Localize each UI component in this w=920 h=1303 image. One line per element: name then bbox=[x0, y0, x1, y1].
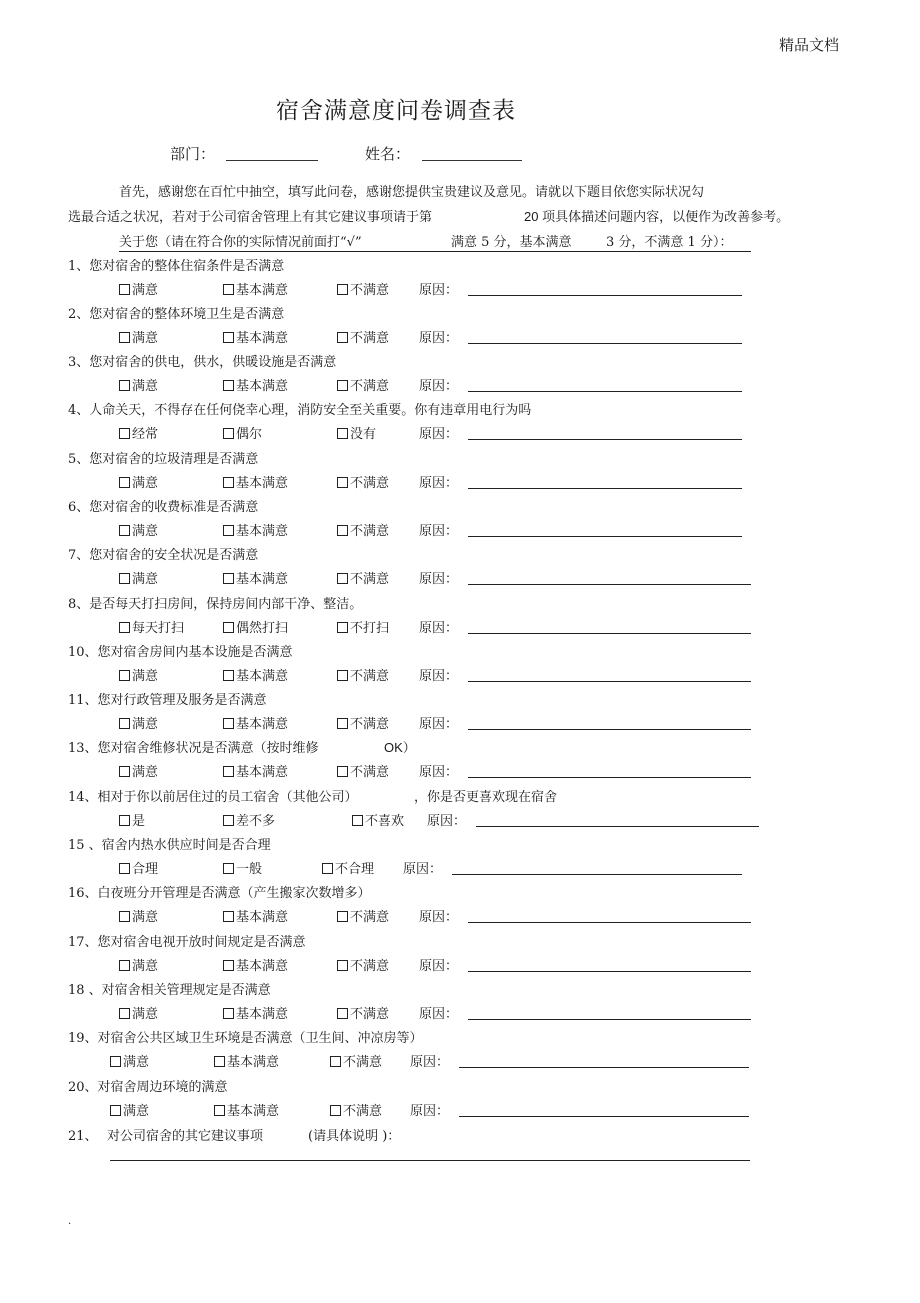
checkbox-icon[interactable] bbox=[119, 863, 130, 874]
answer-option[interactable] bbox=[223, 568, 288, 587]
intro-line-2a: 选最合适之状况，若对于公司宿舍管理上有其它建议事项请于第 bbox=[68, 210, 433, 225]
option-label: 满意 bbox=[132, 283, 159, 298]
answer-option[interactable] bbox=[337, 279, 389, 298]
option-label: 不满意 bbox=[350, 717, 390, 732]
question-21-number: 21、 bbox=[68, 1129, 98, 1144]
reason-label: 原因： bbox=[410, 1055, 450, 1070]
checkbox-icon[interactable] bbox=[337, 622, 348, 633]
option-label: 不满意 bbox=[350, 572, 390, 587]
option-label: 偶然打扫 bbox=[236, 621, 289, 636]
option-label: 不满意 bbox=[350, 910, 390, 925]
question-text: 4、人命关天，不得存在任何侥幸心理，消防安全至关重要。你有违章用电行为吗 bbox=[68, 403, 532, 418]
reason-label: 原因： bbox=[419, 910, 459, 925]
checkbox-icon[interactable] bbox=[119, 428, 130, 439]
option-label: 不满意 bbox=[350, 669, 390, 684]
reason-label: 原因： bbox=[427, 814, 467, 829]
question-21-note: (请具体说明 )： bbox=[308, 1129, 401, 1144]
question-text: 6、您对宿舍的收费标准是否满意 bbox=[68, 500, 259, 515]
question-text: 15 、宿舍内热水供应时间是否合理 bbox=[68, 838, 271, 853]
option-label: 满意 bbox=[132, 476, 159, 491]
checkbox-icon[interactable] bbox=[119, 815, 130, 826]
checkbox-icon[interactable] bbox=[337, 1008, 348, 1019]
option-label: 不满意 bbox=[350, 959, 390, 974]
answer-option[interactable] bbox=[119, 858, 158, 877]
option-label: 基本满意 bbox=[227, 1104, 280, 1119]
option-label: 满意 bbox=[132, 331, 159, 346]
reason-label: 原因： bbox=[419, 765, 459, 780]
answer-option[interactable] bbox=[223, 472, 288, 491]
reason-label: 原因： bbox=[419, 717, 459, 732]
checkbox-icon[interactable] bbox=[119, 670, 130, 681]
checkbox-icon[interactable] bbox=[119, 622, 130, 633]
reason-label: 原因： bbox=[419, 283, 459, 298]
checkbox-icon[interactable] bbox=[223, 718, 234, 729]
answer-option[interactable] bbox=[223, 906, 288, 925]
checkbox-icon[interactable] bbox=[322, 863, 333, 874]
answer-option[interactable] bbox=[110, 1100, 149, 1119]
reason-label: 原因： bbox=[419, 524, 459, 539]
answer-option[interactable] bbox=[119, 568, 158, 587]
checkbox-icon[interactable] bbox=[223, 622, 234, 633]
checkbox-icon[interactable] bbox=[119, 1008, 130, 1019]
reason-input-line[interactable] bbox=[459, 1067, 749, 1068]
checkbox-icon[interactable] bbox=[119, 284, 130, 295]
reason-input-line[interactable] bbox=[468, 584, 751, 585]
answer-option[interactable] bbox=[337, 1003, 389, 1022]
checkbox-icon[interactable] bbox=[337, 718, 348, 729]
reason-label: 原因： bbox=[419, 427, 459, 442]
checkbox-icon[interactable] bbox=[223, 284, 234, 295]
answer-option[interactable] bbox=[119, 1003, 158, 1022]
option-label: 基本满意 bbox=[236, 765, 289, 780]
checkbox-icon[interactable] bbox=[223, 1008, 234, 1019]
answer-option[interactable] bbox=[119, 327, 158, 346]
option-label: 基本满意 bbox=[236, 476, 289, 491]
answer-option[interactable] bbox=[119, 375, 158, 394]
question-text-continued: ，你是否更喜欢现在宿舍 bbox=[414, 790, 558, 805]
checkbox-icon[interactable] bbox=[223, 766, 234, 777]
option-label: 不满意 bbox=[350, 524, 390, 539]
answer-option[interactable] bbox=[223, 1003, 288, 1022]
checkbox-icon[interactable] bbox=[337, 960, 348, 971]
option-label: 满意 bbox=[132, 669, 159, 684]
reason-input-line[interactable] bbox=[468, 439, 742, 440]
answer-option[interactable] bbox=[337, 520, 389, 539]
name-blank[interactable] bbox=[422, 160, 522, 161]
answer-option[interactable] bbox=[223, 713, 288, 732]
option-label: 经常 bbox=[132, 427, 159, 442]
option-label: 基本满意 bbox=[236, 717, 289, 732]
reason-input-line[interactable] bbox=[452, 874, 742, 875]
checkbox-icon[interactable] bbox=[352, 815, 363, 826]
reason-input-line[interactable] bbox=[468, 343, 742, 344]
checkbox-icon[interactable] bbox=[337, 766, 348, 777]
checkbox-icon[interactable] bbox=[330, 1105, 341, 1116]
reason-label: 原因： bbox=[419, 1007, 459, 1022]
reason-input-line[interactable] bbox=[468, 488, 742, 489]
checkbox-icon[interactable] bbox=[119, 718, 130, 729]
option-label: 基本满意 bbox=[236, 379, 289, 394]
option-label: 合理 bbox=[132, 862, 159, 877]
question-text: 3、您对宿舍的供电，供水，供暖设施是否满意 bbox=[68, 355, 337, 370]
option-label: 基本满意 bbox=[236, 331, 289, 346]
reason-label: 原因： bbox=[419, 331, 459, 346]
option-label: 满意 bbox=[123, 1055, 150, 1070]
answer-option[interactable] bbox=[330, 1051, 382, 1070]
checkbox-icon[interactable] bbox=[119, 477, 130, 488]
option-label: 基本满意 bbox=[236, 283, 289, 298]
reason-input-line[interactable] bbox=[476, 826, 759, 827]
question-text: 18 、对宿舍相关管理规定是否满意 bbox=[68, 983, 271, 998]
reason-input-line[interactable] bbox=[468, 681, 751, 682]
intro-line-1: 首先，感谢您在百忙中抽空，填写此问卷，感谢您提供宝贵建议及意见。请就以下题目依您实际状况勾 bbox=[119, 185, 705, 200]
checkbox-icon[interactable] bbox=[337, 284, 348, 295]
answer-option[interactable] bbox=[337, 906, 389, 925]
option-label: 满意 bbox=[132, 717, 159, 732]
option-label: 基本满意 bbox=[236, 959, 289, 974]
question-text-continued: OK） bbox=[384, 740, 416, 755]
footer-dot: . bbox=[68, 1216, 72, 1227]
question-text: 16、白夜班分开管理是否满意（产生搬家次数增多） bbox=[68, 886, 371, 901]
answer-option[interactable] bbox=[223, 279, 288, 298]
checkbox-icon[interactable] bbox=[223, 815, 234, 826]
answer-option[interactable] bbox=[337, 617, 389, 636]
option-label: 差不多 bbox=[236, 814, 276, 829]
about-part1: 关于您（请在符合你的实际情况前面打“ bbox=[119, 235, 347, 250]
question-text: 11、您对行政管理及服务是否满意 bbox=[68, 693, 267, 708]
checkbox-icon[interactable] bbox=[223, 477, 234, 488]
option-label: 不满意 bbox=[343, 1104, 383, 1119]
answer-option[interactable] bbox=[337, 713, 389, 732]
question-text: 19、对宿舍公共区域卫生环境是否满意（卫生间、冲凉房等） bbox=[68, 1031, 423, 1046]
answer-option[interactable] bbox=[223, 810, 275, 829]
answer-option[interactable] bbox=[337, 375, 389, 394]
checkbox-icon[interactable] bbox=[119, 960, 130, 971]
reason-input-line[interactable] bbox=[468, 922, 751, 923]
option-label: 满意 bbox=[132, 379, 159, 394]
answer-option[interactable] bbox=[330, 1100, 382, 1119]
option-label: 不合理 bbox=[335, 862, 375, 877]
checkbox-icon[interactable] bbox=[223, 332, 234, 343]
checkbox-icon[interactable] bbox=[223, 863, 234, 874]
answer-option[interactable] bbox=[322, 858, 374, 877]
page-title: 宿舍满意度问卷调查表 bbox=[276, 98, 516, 124]
question-text: 1、您对宿舍的整体住宿条件是否满意 bbox=[68, 259, 285, 274]
checkbox-icon[interactable] bbox=[223, 380, 234, 391]
answer-option[interactable] bbox=[223, 665, 288, 684]
checkbox-icon[interactable] bbox=[223, 428, 234, 439]
checkbox-icon[interactable] bbox=[119, 332, 130, 343]
question-text: 8、是否每天打扫房间，保持房间内部干净、整洁。 bbox=[68, 597, 363, 612]
option-label: 基本满意 bbox=[236, 524, 289, 539]
about-part3: 满意 5 分，基本满意 bbox=[451, 235, 572, 250]
answer-option[interactable] bbox=[223, 858, 262, 877]
option-label: 满意 bbox=[132, 1007, 159, 1022]
option-label: 不喜欢 bbox=[365, 814, 405, 829]
department-label: 部门： bbox=[170, 145, 216, 163]
reason-label: 原因： bbox=[419, 669, 459, 684]
checkbox-icon[interactable] bbox=[337, 911, 348, 922]
option-label: 不满意 bbox=[343, 1055, 383, 1070]
answer-option[interactable] bbox=[223, 327, 288, 346]
question-text: 10、您对宿舍房间内基本设施是否满意 bbox=[68, 645, 293, 660]
answer-option[interactable] bbox=[352, 810, 404, 829]
answer-option[interactable] bbox=[337, 423, 376, 442]
option-label: 满意 bbox=[132, 524, 159, 539]
checkbox-icon[interactable] bbox=[337, 332, 348, 343]
option-label: 基本满意 bbox=[236, 910, 289, 925]
question-text: 2、您对宿舍的整体环境卫生是否满意 bbox=[68, 307, 285, 322]
checkbox-icon[interactable] bbox=[214, 1105, 225, 1116]
option-label: 满意 bbox=[132, 765, 159, 780]
reason-input-line[interactable] bbox=[468, 971, 751, 972]
checkbox-icon[interactable] bbox=[223, 670, 234, 681]
answer-option[interactable] bbox=[223, 423, 262, 442]
answer-option[interactable] bbox=[119, 810, 145, 829]
question-text: 13、您对宿舍维修状况是否满意（按时维修 bbox=[68, 741, 319, 756]
checkbox-icon[interactable] bbox=[337, 573, 348, 584]
option-label: 没有 bbox=[350, 427, 377, 442]
name-label: 姓名： bbox=[365, 145, 411, 163]
answer-option[interactable] bbox=[119, 279, 158, 298]
question-text: 5、您对宿舍的垃圾清理是否满意 bbox=[68, 452, 259, 467]
checkbox-icon[interactable] bbox=[223, 525, 234, 536]
checkbox-icon[interactable] bbox=[119, 911, 130, 922]
answer-option[interactable] bbox=[110, 1051, 149, 1070]
reason-label: 原因： bbox=[419, 621, 459, 636]
reason-label: 原因： bbox=[403, 862, 443, 877]
checkbox-icon[interactable] bbox=[119, 766, 130, 777]
option-label: 满意 bbox=[132, 572, 159, 587]
checkbox-icon[interactable] bbox=[119, 380, 130, 391]
option-label: 不满意 bbox=[350, 379, 390, 394]
answer-option[interactable] bbox=[119, 761, 158, 780]
answer-option[interactable] bbox=[119, 713, 158, 732]
answer-option[interactable] bbox=[119, 423, 158, 442]
answer-option[interactable] bbox=[119, 617, 184, 636]
checkbox-icon[interactable] bbox=[337, 477, 348, 488]
question-text: 7、您对宿舍的安全状况是否满意 bbox=[68, 548, 259, 563]
answer-option[interactable] bbox=[337, 665, 389, 684]
reason-input-line[interactable] bbox=[468, 777, 751, 778]
reason-input-line[interactable] bbox=[468, 295, 742, 296]
answer-option[interactable] bbox=[119, 665, 158, 684]
option-label: 满意 bbox=[123, 1104, 150, 1119]
question-21-text: 对公司宿舍的其它建议事项 bbox=[107, 1129, 264, 1144]
answer-option[interactable] bbox=[214, 1100, 279, 1119]
suggestion-line[interactable] bbox=[110, 1160, 750, 1161]
option-label: 偶尔 bbox=[236, 427, 263, 442]
checkbox-icon[interactable] bbox=[337, 428, 348, 439]
option-label: 满意 bbox=[132, 959, 159, 974]
option-label: 不满意 bbox=[350, 476, 390, 491]
answer-option[interactable] bbox=[119, 906, 158, 925]
answer-option[interactable] bbox=[337, 568, 389, 587]
checkbox-icon[interactable] bbox=[223, 911, 234, 922]
reason-input-line[interactable] bbox=[468, 1019, 751, 1020]
about-part2: ” bbox=[354, 235, 362, 250]
reason-input-line[interactable] bbox=[468, 536, 742, 537]
answer-option[interactable] bbox=[337, 472, 389, 491]
checkbox-icon[interactable] bbox=[119, 573, 130, 584]
checkbox-icon[interactable] bbox=[223, 960, 234, 971]
reason-input-line[interactable] bbox=[468, 729, 751, 730]
intro-line-2b: 20 项具体描述问题内容，以便作为改善参考。 bbox=[524, 209, 790, 224]
checkbox-icon[interactable] bbox=[110, 1105, 121, 1116]
answer-option[interactable] bbox=[223, 617, 288, 636]
answer-option[interactable] bbox=[119, 520, 158, 539]
checkbox-icon[interactable] bbox=[330, 1056, 341, 1067]
option-label: 基本满意 bbox=[227, 1055, 280, 1070]
option-label: 每天打扫 bbox=[132, 621, 185, 636]
checkbox-icon[interactable] bbox=[337, 380, 348, 391]
checkbox-icon[interactable] bbox=[337, 525, 348, 536]
checkbox-icon[interactable] bbox=[110, 1056, 121, 1067]
option-label: 一般 bbox=[236, 862, 263, 877]
answer-option[interactable] bbox=[214, 1051, 279, 1070]
reason-input-line[interactable] bbox=[459, 1116, 749, 1117]
answer-option[interactable] bbox=[223, 955, 288, 974]
option-label: 是 bbox=[132, 814, 146, 829]
checkbox-icon[interactable] bbox=[119, 525, 130, 536]
reason-label: 原因： bbox=[410, 1104, 450, 1119]
reason-label: 原因： bbox=[419, 959, 459, 974]
option-label: 基本满意 bbox=[236, 1007, 289, 1022]
checkbox-icon[interactable] bbox=[223, 573, 234, 584]
option-label: 不满意 bbox=[350, 283, 390, 298]
question-text: 14、相对于你以前居住过的员工宿舍（其他公司） bbox=[68, 790, 358, 805]
answer-option[interactable] bbox=[223, 375, 288, 394]
answer-option[interactable] bbox=[119, 955, 158, 974]
question-text: 17、您对宿舍电视开放时间规定是否满意 bbox=[68, 935, 306, 950]
answer-option[interactable] bbox=[337, 327, 389, 346]
question-text: 20、对宿舍周边环境的满意 bbox=[68, 1080, 228, 1095]
watermark-text: 精品文档 bbox=[779, 36, 840, 54]
answer-option[interactable] bbox=[337, 955, 389, 974]
about-part4: 3 分，不满意 1 分）： bbox=[606, 235, 733, 250]
option-label: 不满意 bbox=[350, 1007, 390, 1022]
answer-option[interactable] bbox=[119, 472, 158, 491]
about-check-mark: √ bbox=[346, 235, 355, 250]
answer-option[interactable] bbox=[223, 520, 288, 539]
reason-label: 原因： bbox=[419, 379, 459, 394]
reason-input-line[interactable] bbox=[468, 391, 742, 392]
option-label: 基本满意 bbox=[236, 572, 289, 587]
reason-label: 原因： bbox=[419, 476, 459, 491]
answer-option[interactable] bbox=[337, 761, 389, 780]
department-blank[interactable] bbox=[226, 160, 318, 161]
option-label: 基本满意 bbox=[236, 669, 289, 684]
option-label: 不满意 bbox=[350, 765, 390, 780]
checkbox-icon[interactable] bbox=[337, 670, 348, 681]
answer-option[interactable] bbox=[223, 761, 288, 780]
reason-label: 原因： bbox=[419, 572, 459, 587]
reason-input-line[interactable] bbox=[468, 633, 751, 634]
about-you-line bbox=[119, 231, 751, 252]
option-label: 不打扫 bbox=[350, 621, 390, 636]
checkbox-icon[interactable] bbox=[214, 1056, 225, 1067]
option-label: 不满意 bbox=[350, 331, 390, 346]
option-label: 满意 bbox=[132, 910, 159, 925]
